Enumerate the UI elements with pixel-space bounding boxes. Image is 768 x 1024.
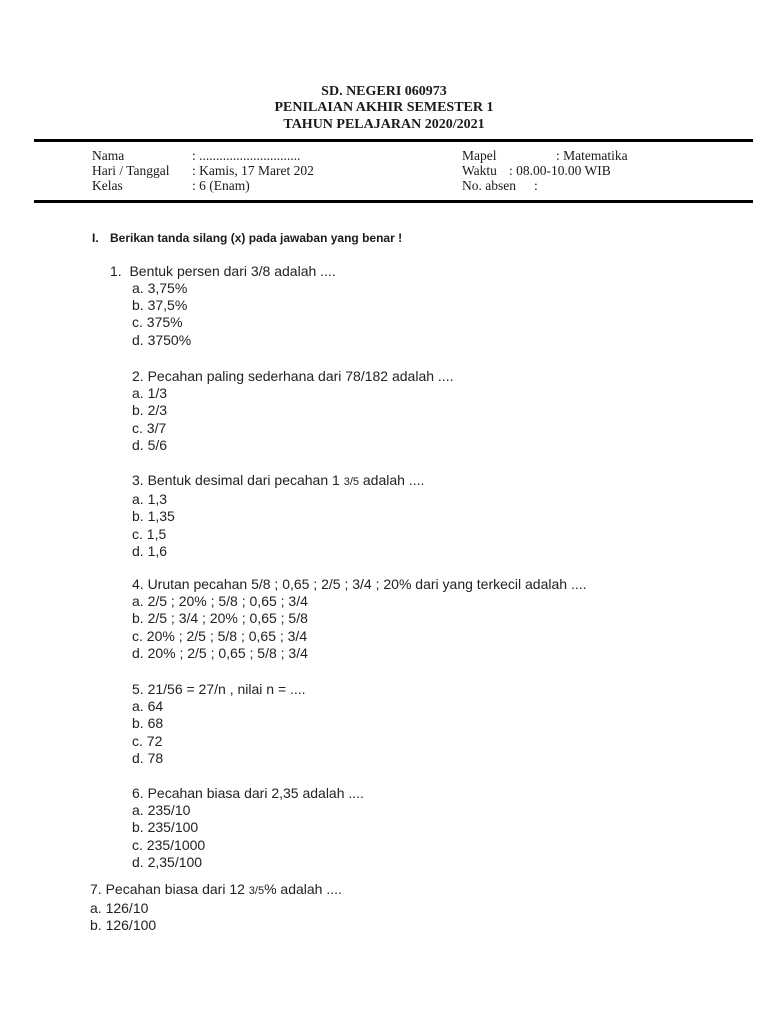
question-3-text-after: adalah .... — [359, 472, 425, 488]
nama-label: Nama — [92, 148, 125, 163]
question-3-text-before: 3. Bentuk desimal dari pecahan 1 — [132, 472, 344, 488]
option: b. 235/100 — [132, 819, 199, 836]
question-7-text-after: % adalah .... — [264, 881, 342, 897]
option: d. 20% ; 2/5 ; 0,65 ; 5/8 ; 3/4 — [132, 644, 308, 661]
question-1-text: Bentuk persen dari 3/8 adalah .... — [129, 263, 336, 279]
option: d. 2,35/100 — [132, 853, 203, 870]
option: a. 1,3 — [132, 491, 168, 508]
school-name: SD. NEGERI 060973 — [321, 84, 447, 99]
option: a. 1/3 — [132, 385, 168, 402]
question-6 — [132, 785, 364, 871]
question-4 — [132, 576, 587, 662]
question-3-text — [132, 472, 424, 491]
mapel-value: : Matematika — [556, 148, 628, 163]
question-5 — [132, 681, 306, 767]
info-right-labels — [462, 148, 516, 193]
instruction-text: Berikan tanda silang (x) pada jawaban yang benar ! — [110, 231, 403, 245]
option: c. 20% ; 2/5 ; 5/8 ; 0,65 ; 3/4 — [132, 627, 308, 644]
nama-value: : .............................. — [192, 148, 301, 163]
option: a. 2/5 ; 20% ; 5/8 ; 0,65 ; 3/4 — [132, 593, 308, 610]
option: a. 235/10 — [132, 802, 191, 819]
info-left-values — [192, 148, 314, 193]
option: d. 1,6 — [132, 542, 168, 559]
question-7-text-before: 7. Pecahan biasa dari 12 — [90, 881, 249, 897]
option: a. 3,75% — [132, 280, 188, 296]
hari-value: : Kamis, 17 Maret 202 — [192, 163, 314, 178]
option: b. 37,5% — [132, 297, 188, 314]
kelas-label: Kelas — [92, 178, 123, 193]
exam-title: PENILAIAN AKHIR SEMESTER 1 — [274, 100, 494, 115]
option: c. 1,5 — [132, 525, 167, 542]
top-divider — [34, 139, 753, 142]
option: a. 64 — [132, 698, 164, 715]
option: b. 1,35 — [132, 508, 175, 525]
question-7 — [90, 881, 342, 935]
question-5-text: 5. 21/56 = 27/n , nilai n = .... — [132, 681, 306, 697]
option: c. 3/7 — [132, 419, 167, 436]
option: b. 68 — [132, 715, 164, 732]
question-3 — [132, 472, 424, 560]
question-3-fraction: 3/5 — [343, 476, 359, 488]
question-2-text: 2. Pecahan paling sederhana dari 78/182 adalah .... — [132, 368, 454, 384]
info-left-labels — [92, 148, 170, 193]
option: c. 235/1000 — [132, 836, 206, 853]
waktu-label: Waktu — [462, 163, 497, 178]
info-right-values-a — [509, 148, 628, 193]
question-7-text — [90, 881, 342, 900]
option: d. 78 — [132, 749, 164, 766]
option: b. 2/3 — [132, 402, 168, 419]
mapel-label: Mapel — [462, 148, 497, 163]
bottom-divider — [34, 200, 753, 203]
question-1-number: 1. — [110, 263, 122, 279]
question-7-fraction: 3/5 — [248, 885, 265, 897]
school-year: TAHUN PELAJARAN 2020/2021 — [283, 117, 485, 132]
instruction-number: I. — [92, 231, 99, 245]
question-1-options — [132, 280, 191, 349]
question-2 — [132, 368, 453, 454]
option: b. 2/5 ; 3/4 ; 20% ; 0,65 ; 5/8 — [132, 610, 308, 627]
question-4-text: 4. Urutan pecahan 5/8 ; 0,65 ; 2/5 ; 3/4 ; 20% dari yang terkecil adalah .... — [132, 576, 587, 592]
instruction — [92, 231, 402, 245]
question-6-text: 6. Pecahan biasa dari 2,35 adalah .... — [132, 785, 364, 801]
option: b. 126/100 — [90, 917, 157, 934]
option: d. 5/6 — [132, 436, 168, 453]
waktu-value: : 08.00-10.00 WIB — [509, 163, 611, 178]
option: a. 126/10 — [90, 900, 149, 917]
absen-value: : — [534, 178, 538, 193]
question-1-stem — [110, 263, 336, 280]
hari-label: Hari / Tanggal — [92, 163, 170, 178]
option: c. 375% — [132, 314, 183, 331]
kelas-value: : 6 (Enam) — [192, 178, 250, 193]
option: d. 3750% — [132, 331, 192, 348]
absen-label: No. absen — [462, 178, 516, 193]
option: c. 72 — [132, 732, 163, 749]
